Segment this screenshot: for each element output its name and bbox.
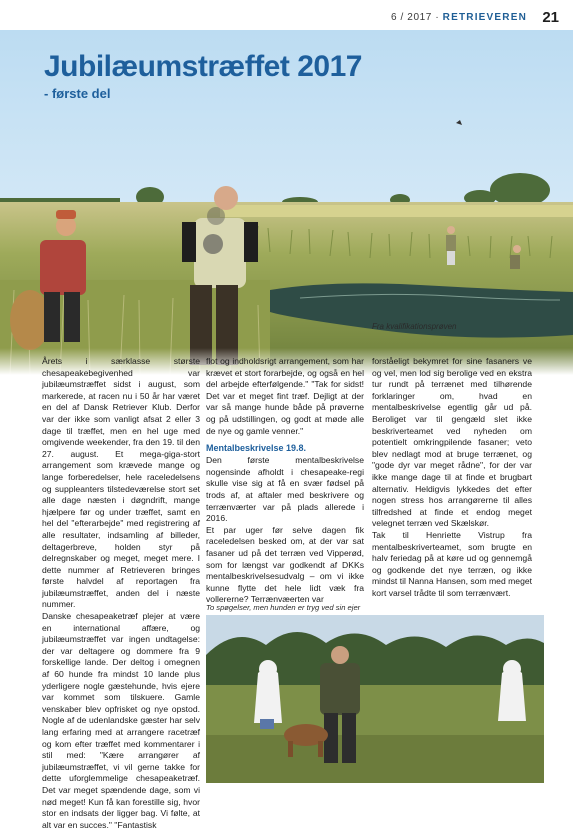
article-subtitle: - første del — [44, 86, 111, 101]
magazine-name: RETRIEVEREN — [442, 12, 527, 23]
issue-number: 6 / 2017 · — [391, 12, 440, 23]
paragraph: Danske chesapeaketræf plejer at være en international affære, og jubilæumstræffet var ingen undtagelse: der var deltagere og dommere fra 9 forskellige lande. Der deltog i omegnen af 60 hunde fra mindst 10 lande plus yderligere nogle gæstehunde, hvis ejere var kommet som tilskuere. Gamle venskaber blev opfrisket og nye opstod. Nogle af de udenlandske gæster har selv lang erfaring med at arrangere racetræf og kom efter træffet med kommentarer i stil med: "Kære arrangører af jubilæumstræffet, vi vil gerne takke for dette uforglemmelige chesapeaketræf. Det var meget spændende dage, som vi nød meget! Kun få kan forestille sig, hvor stor en indsats der ligger bag. Vi følte, at alt var en succes." "Fantastisk — [42, 611, 200, 830]
paragraph: Årets i særklasse største chesapeakebegivenhed var jubilæumstræffet sidst i august, som markerede, at racen nu i 50 år har været en del af Dansk Retriever Klub. Derfor var der ikke som vanligt afsat 2 eller 3 dage til træffet, men en hel uge med omgivende weekender, fra den 19. til den 27. august. Et mega-giga-stort arrangement som krævede mange og lange forberedelser, hele raceledelsens og suppleanters tilstedeværelse stort set alle dage næsten i døgndrift, mange hjælpere før og under træffet, samt en hel del "efterarbejde" med registrering af alle resultater, indsamling af billeder, deltagerbreve, holden styr på delregnskaber og meget, meget mere. I dette nummer af Retrieveren bringes første halvdel af reportagen fra jubilæumstræffet, anden del i næste nummer. — [42, 356, 200, 610]
paragraph: forståeligt bekymret for sine fasaners ve og vel, men lod sig berolige ved en ekstra tur rundt på terrænet med tilhørende forklaringer om, hvad en mentalbeskrivelse egentlig går ud på. Beroliget var til gengæld slet ikke beskriverteamet ved nyheden om potentielt omkringpilende fasaner; veto blev nedlagt mod at bruge terrænet, og "gode dyr var meget rådne", for der var ikke mange dage til at finde et brugbart alternativ. Heldigvis lykkedes det efter nogen stress hos arrangørerne til alles tilfredshed at finde et endog meget velegnet terræn ved Skælskør. — [372, 356, 532, 529]
text-column-2 — [206, 356, 364, 606]
paragraph: Et par uger før selve dagen fik raceledelsen besked om, at der var sat fasaner ud på det terræn ved Vipperød, som for længst var godkendt af DKKs mentalbeskrivelsesudvalg – om vi ikke kunne flytte det hele lidt væk fra vollererne? Terrænvæerten var — [206, 524, 364, 605]
running-header — [0, 9, 573, 31]
paragraph: Tak til Henriette Vistrup fra mentalbeskriverteamet, som brugte en halv feriedag på at køre ud og gennemgå og godkende det nye terræn, og ikke mindst til Nanna Hansen, som med meget kort varsel trådte til som terrænvært. — [372, 529, 533, 598]
hero-caption: Fra kvalifikationsprøven — [372, 322, 457, 331]
ghost-photo — [206, 615, 544, 783]
text-column-1 — [42, 356, 200, 831]
paragraph: flot og indholdsrigt arrangement, som har krævet et stort forarbejde, og også en hel del arbejde efterfølgende." "Tak for sidst! Det var et meget fint træf. Dejligt at der var så mange hunde både på prøverne og på udstillingen, og godt at møde alle de nye og gamle venner." — [206, 356, 364, 436]
photo-caption: To spøgelser, men hunden er tryg ved sin ejer — [206, 603, 361, 612]
paragraph: Den første mentalbeskrivelse nogensinde afholdt i chesapeake-regi skulle vise sig at få en svær fødsel på trods af, at aftaler med beskrivere og terrænværter var på plads allerede i 2016. — [206, 455, 364, 524]
page-number: 21 — [542, 9, 559, 26]
issue-line — [391, 12, 527, 23]
text-column-3 — [372, 356, 532, 599]
article-title: Jubilæumstræffet 2017 — [44, 50, 362, 83]
section-heading: Mentalbeskrivelse 19.8. — [206, 443, 307, 454]
